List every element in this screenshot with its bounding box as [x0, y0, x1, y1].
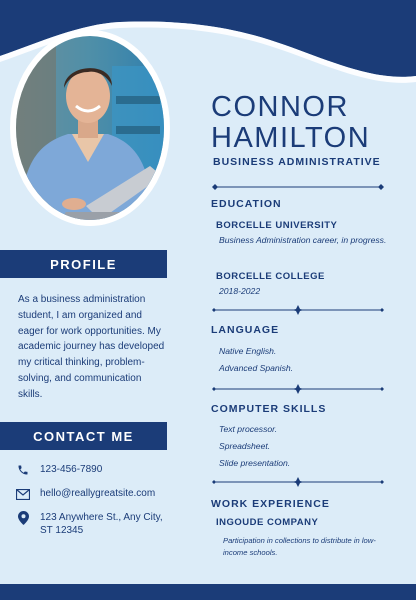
contact-email[interactable]	[16, 487, 155, 501]
section-divider	[212, 182, 384, 192]
language-item-1: Native English.	[219, 346, 277, 356]
computer-skill-2: Spreadsheet.	[219, 441, 271, 451]
footer-bar	[0, 584, 416, 600]
location-pin-icon	[16, 511, 30, 525]
name-first: CONNOR	[211, 91, 349, 123]
mail-icon	[16, 487, 30, 501]
language-heading: LANGUAGE	[211, 324, 280, 336]
diamond-divider-icon	[292, 384, 304, 394]
contact-phone[interactable]	[16, 463, 102, 477]
candidate-name	[211, 92, 370, 154]
language-item-2: Advanced Spanish.	[219, 363, 294, 373]
profile-photo	[16, 36, 164, 220]
job-title: BUSINESS ADMINISTRATIVE	[213, 156, 381, 168]
section-divider	[212, 384, 384, 394]
education-org-2-years: 2018-2022	[219, 286, 261, 296]
address-text: 123 Anywhere St., Any City, ST 12345	[40, 512, 163, 536]
section-divider	[212, 305, 384, 315]
contact-heading: CONTACT ME	[0, 422, 167, 450]
diamond-divider-icon	[292, 305, 304, 315]
profile-heading: PROFILE	[0, 250, 167, 278]
contact-address	[16, 511, 166, 537]
work-detail: Participation in collections to distribute in low-income schools.	[223, 536, 376, 557]
education-org-1: BORCELLE UNIVERSITY	[216, 220, 338, 231]
education-org-2: BORCELLE COLLEGE	[216, 271, 325, 282]
email-text: hello@reallygreatsite.com	[40, 488, 156, 499]
education-org-1-detail: Business Administration career, in progress.	[219, 235, 387, 245]
section-divider	[212, 477, 384, 487]
computer-skills-heading: COMPUTER SKILLS	[211, 403, 327, 415]
name-last: HAMILTON	[211, 122, 371, 154]
work-company: INGOUDE COMPANY	[216, 517, 319, 528]
profile-text: As a business administration student, I am organized and eager for work opportunities. My academic journey has developed my critical thinking, problem-solving, and communication skills.	[18, 294, 165, 400]
diamond-divider-icon	[292, 477, 304, 487]
phone-icon	[16, 463, 30, 477]
phone-text: 123-456-7890	[40, 464, 103, 475]
education-heading: EDUCATION	[211, 198, 282, 210]
computer-skill-3: Slide presentation.	[219, 458, 291, 468]
work-experience-heading: WORK EXPERIENCE	[211, 498, 330, 510]
computer-skill-1: Text processor.	[219, 424, 278, 434]
